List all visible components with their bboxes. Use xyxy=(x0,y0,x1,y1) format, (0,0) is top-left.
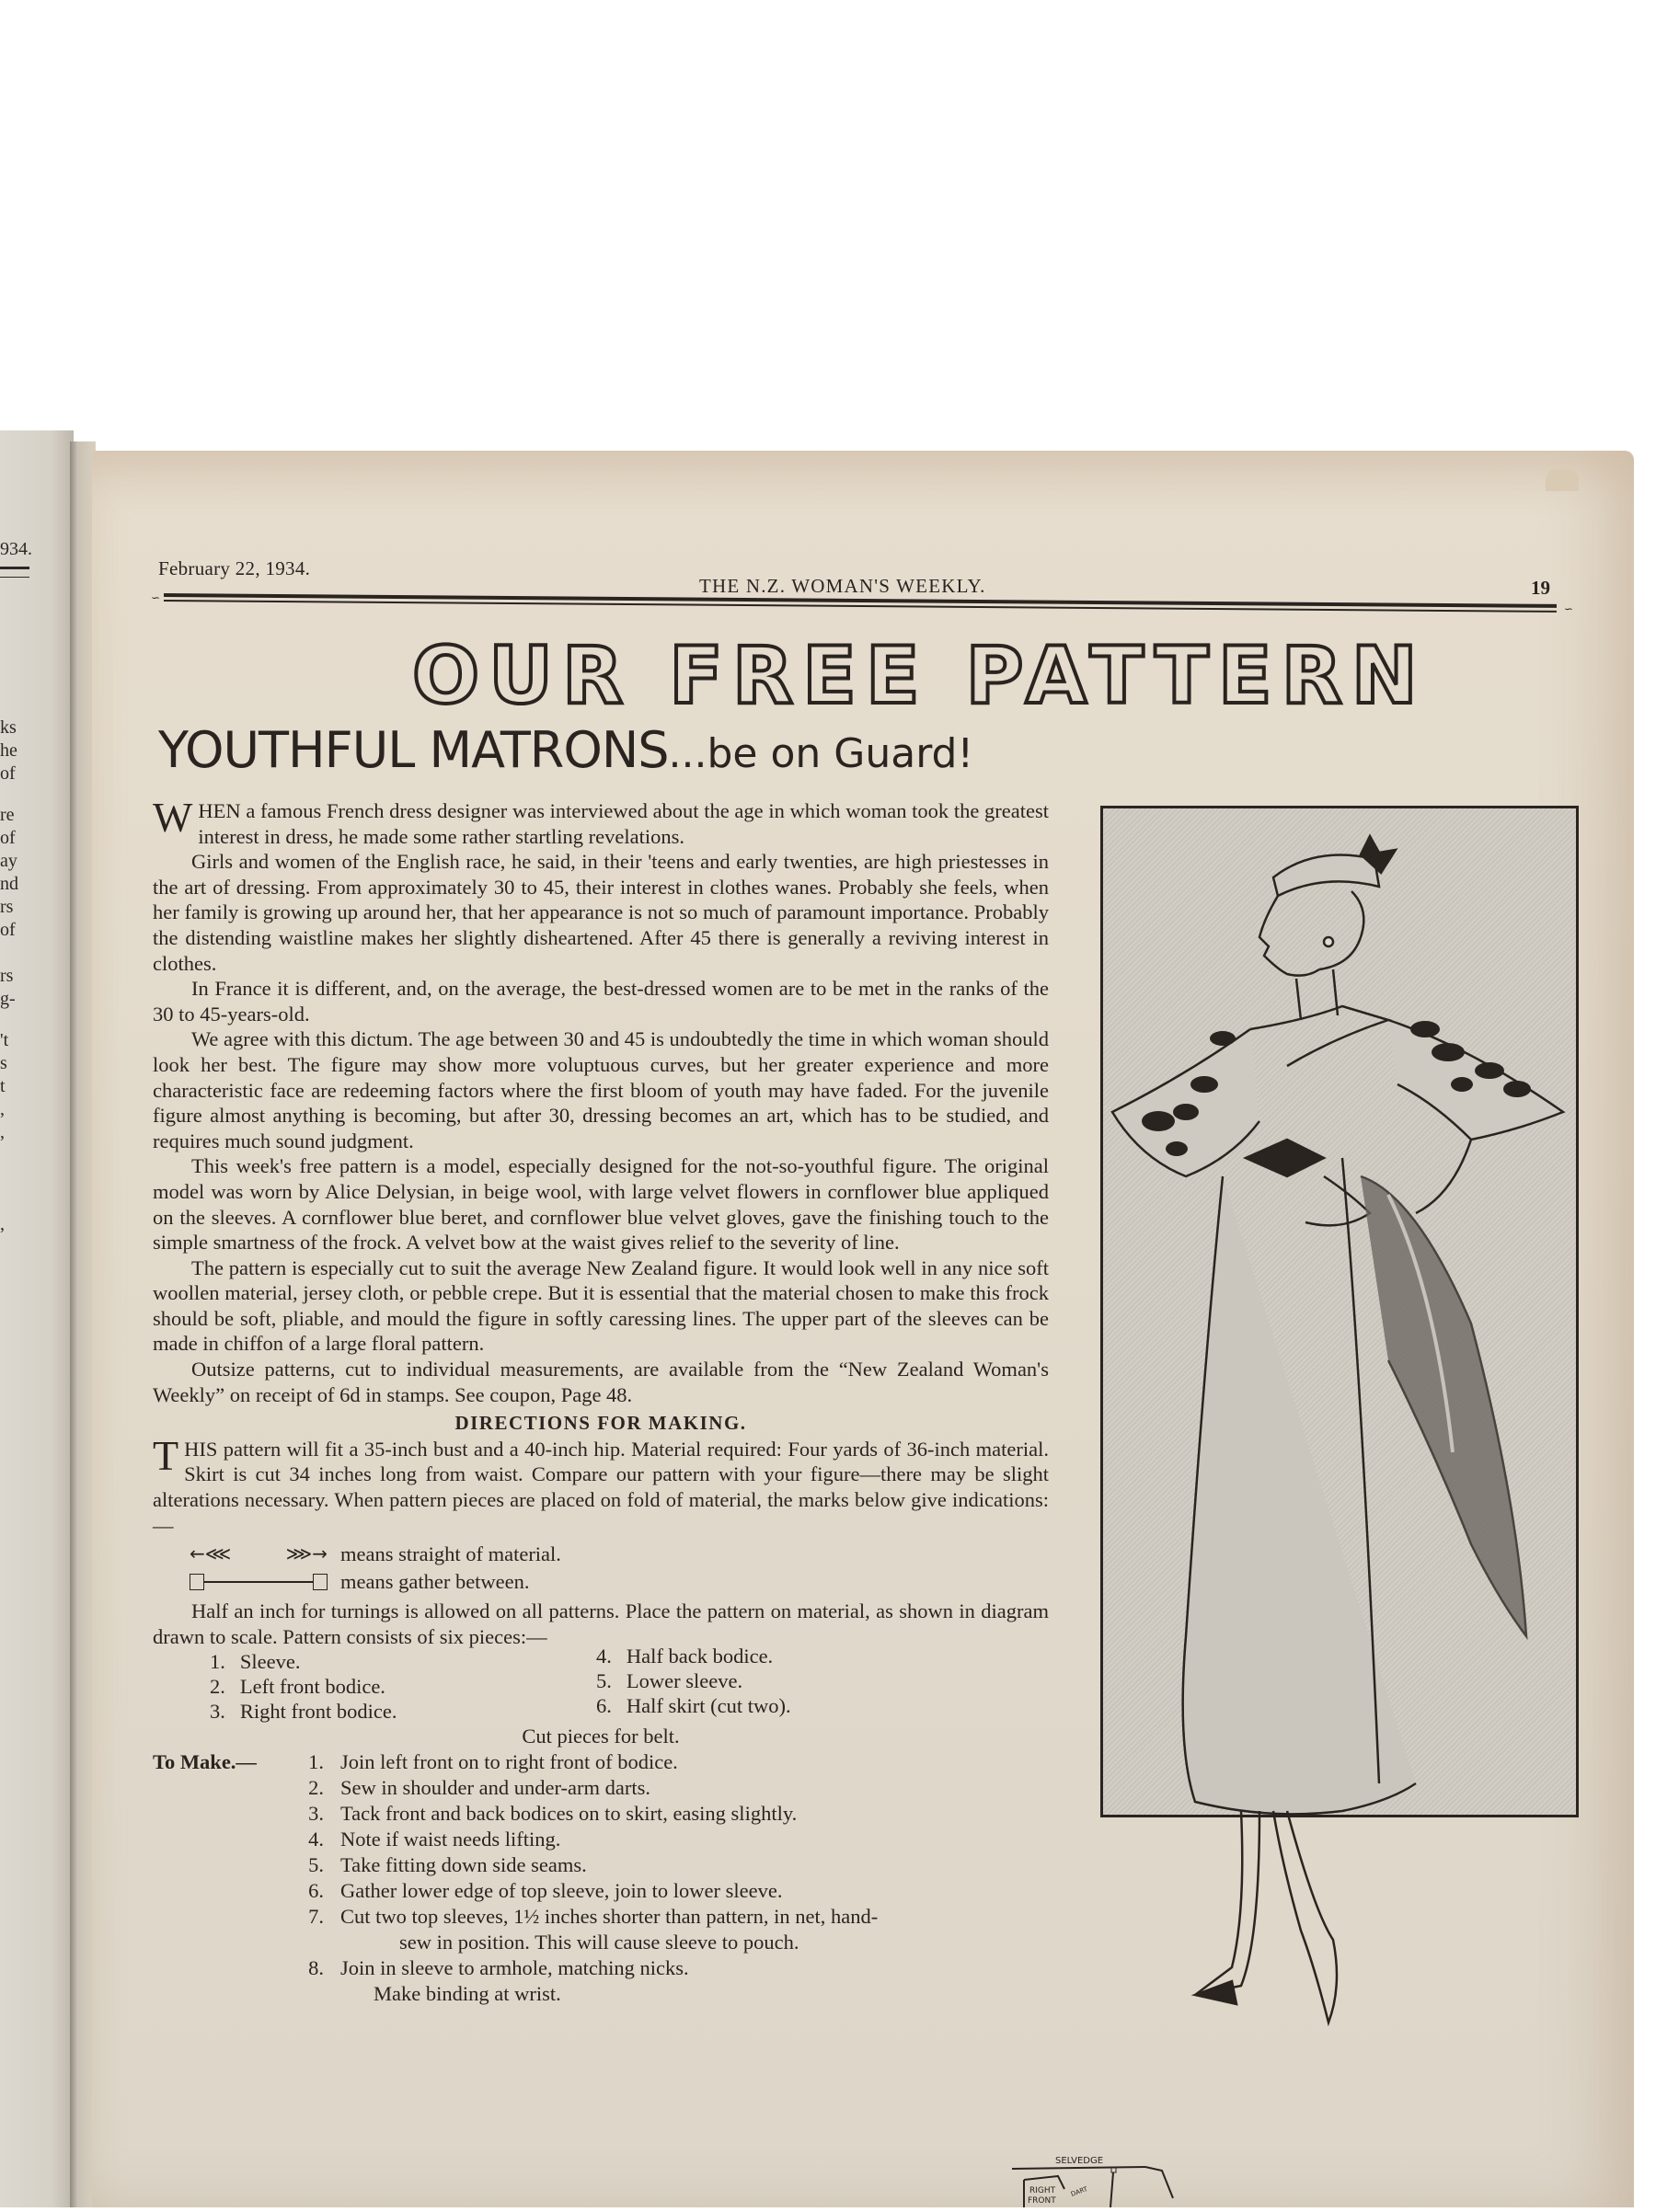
issue-date: February 22, 1934. xyxy=(158,557,311,579)
left-page-fragment: s xyxy=(0,1053,7,1073)
layout-diagram-icon xyxy=(1007,2152,1228,2207)
intro-text: a famous French dress designer was interviewed about the age in which woman took the greatest interest in dress, he made some rather startling revelations. xyxy=(198,799,1049,848)
directions-title: DIRECTIONS FOR MAKING. xyxy=(454,1412,747,1435)
step: 1. Join left front on to right front of bodice. xyxy=(308,1750,678,1773)
dropcap: W xyxy=(153,794,193,841)
left-page-fragment: rs xyxy=(0,966,14,986)
left-page-fragment: of xyxy=(0,828,16,848)
straight-grain-arrows-icon: ←⋘ ⋙→ xyxy=(190,1542,328,1565)
intro-caps: HEN xyxy=(198,799,241,822)
left-page-fragment: nd xyxy=(0,874,18,894)
selvedge-label: SELVEDGE xyxy=(1055,2156,1104,2166)
step: 4. Note if waist needs lifting. xyxy=(308,1828,561,1851)
dropcap: T xyxy=(153,1431,179,1479)
page-number: 19 xyxy=(1531,577,1550,599)
article-paragraph: In France it is different, and, on the average, the best-dressed women are to be met in the ranks of the 30 to 45-years-old. xyxy=(153,977,1049,1026)
mark-label: means straight of material. xyxy=(340,1542,561,1566)
diagram-piece-label: RIGHT xyxy=(1029,2186,1056,2195)
to-make-steps xyxy=(153,1749,1049,2007)
ornament-icon: ∽ xyxy=(1563,602,1574,616)
article-paragraph: Outsize patterns, cut to individual measurements, are available from the “New Zealand Woman's Weekly” on receipt of 6d in stamps. See coupon, Page 48. xyxy=(153,1358,1049,1406)
pattern-piece: 4. Half back bodice. xyxy=(596,1645,774,1668)
step-continuation: sew in position. This will cause sleeve to pouch. xyxy=(399,1931,799,1954)
article-paragraph: We agree with this dictum. The age between 30 and 45 is undoubtedly the time in which woman should look her best. The figure may show more voluptuous curves, but her greater experience and more characteristic face are redeeming factors where the first bloom of youth may have faded. For the juvenile figure almost anything is becoming, but after 30, dressing becomes an art, which has to be studied, and requires much sound judgment. xyxy=(153,1027,1049,1152)
step: 8. Join in sleeve to armhole, matching nicks. xyxy=(308,1956,689,1979)
directions-caps: HIS xyxy=(184,1437,218,1461)
pattern-piece: 6. Half skirt (cut two). xyxy=(596,1694,791,1718)
to-make-label: To Make.— xyxy=(153,1750,257,1773)
left-page-fragment: of xyxy=(0,763,16,784)
article-intro xyxy=(153,794,1049,849)
directions-text: Four yards of 36-inch material. Skirt is cut 34 inches long from waist. Compare our pattern with your figure—there may be slight alterations necessary. When pattern pieces are placed on fold of material, the marks below give indications:— xyxy=(153,1437,1049,1537)
woman-figure-icon xyxy=(1085,808,1618,2050)
left-page-fragment: g- xyxy=(0,989,16,1009)
step-continuation: Make binding at wrist. xyxy=(374,1982,561,2005)
left-page-fragment: rs xyxy=(0,897,14,917)
left-page-fragment: , xyxy=(0,1099,5,1119)
left-page-fragment: ks xyxy=(0,717,17,738)
directions-intro xyxy=(153,1431,1049,1538)
gather-between-icon xyxy=(190,1574,328,1590)
subheadline xyxy=(158,721,973,779)
pattern-piece: 5. Lower sleeve. xyxy=(596,1669,743,1693)
mark-gather xyxy=(190,1569,530,1595)
pattern-layout-diagram xyxy=(1007,2152,1228,2207)
subheadline-main: YOUTHFUL MATRONS xyxy=(158,721,669,779)
left-page-rule xyxy=(0,567,29,578)
mark-straight xyxy=(190,1542,561,1567)
publication-title: THE N.Z. WOMAN'S WEEKLY. xyxy=(699,575,986,597)
left-page-fragment: , xyxy=(0,1122,5,1142)
article-body xyxy=(153,794,1049,2007)
turnings-note: Half an inch for turnings is allowed on all patterns. Place the pattern on material, as shown in diagram drawn to scale. Pattern consists of six pieces:— xyxy=(153,1599,1049,1648)
fashion-illustration xyxy=(1100,806,1579,1817)
article-paragraph: Girls and women of the English race, he said, in their 'teens and early twenties, are high priestesses in the art of dressing. From approximately 30 to 45, their interest in clothes wanes. Probably she feels, when her family is growing up around her, that her appearance is not so much of paramount importance. Probably the distending waistline makes her slightly disheartened. After 45 there is generally a reviving interest in clothes. xyxy=(153,850,1049,975)
mark-label: means gather between. xyxy=(340,1570,530,1594)
left-page-fragment: 934. xyxy=(0,539,32,559)
subheadline-tail: ...be on Guard! xyxy=(668,730,974,777)
left-facing-page xyxy=(0,430,74,2207)
diagram-piece-label: FRONT xyxy=(1028,2196,1056,2206)
page-corner-tab xyxy=(1546,469,1579,491)
left-page-fragment: 't xyxy=(0,1030,9,1050)
left-page-fragment: , xyxy=(0,1214,5,1234)
headline: OUR FREE PATTERN xyxy=(412,630,1427,722)
step: 6. Gather lower edge of top sleeve, join to lower sleeve. xyxy=(308,1879,783,1902)
pattern-piece: 1. Sleeve. xyxy=(210,1650,301,1674)
left-page-fragment: of xyxy=(0,920,16,940)
left-page-fragment: he xyxy=(0,740,17,761)
article-paragraph: The pattern is especially cut to suit the average New Zealand figure. It would look well in any nice soft woollen material, jersey cloth, or pebble crepe. But it is essential that the material chosen to make this frock should be soft, pliable, and mould the figure in softly caressing lines. The upper part of the sleeves can be made in chiffon of a large floral pattern. xyxy=(153,1255,1049,1356)
pattern-piece: 2. Left front bodice. xyxy=(210,1675,385,1699)
pattern-marks-legend xyxy=(153,1538,1049,1599)
dart-label: DART xyxy=(1069,2184,1089,2198)
step: 3. Tack front and back bodices on to skirt, easing slightly. xyxy=(308,1802,798,1825)
pattern-pieces-list xyxy=(210,1645,1049,1724)
left-page-fragment: re xyxy=(0,805,15,825)
pattern-piece: 3. Right front bodice. xyxy=(210,1700,397,1724)
belt-note: Cut pieces for belt. xyxy=(522,1725,680,1748)
left-page-fragment: t xyxy=(0,1076,6,1096)
step: 5. Take fitting down side seams. xyxy=(308,1853,587,1876)
directions-text: pattern will fit a 35-inch bust and a 40-inch hip. Material required: xyxy=(217,1437,782,1461)
step: 7. Cut two top sleeves, 1½ inches shorter than pattern, in net, hand- xyxy=(308,1905,879,1928)
left-page-fragment: ay xyxy=(0,851,17,871)
article-paragraph: This week's free pattern is a model, especially designed for the not-so-youthful figure. The original model was worn by Alice Delysian, in beige wool, with large velvet flowers in cornflower blue appliqued on the sleeves. A cornflower blue beret, and cornflower blue velvet gloves, gave the finishing touch to the simple smartness of the frock. A velvet bow at the waist gives relief to the severity of line. xyxy=(153,1154,1049,1255)
step: 2. Sew in shoulder and under-arm darts. xyxy=(308,1776,650,1799)
ornament-icon: ∽ xyxy=(150,590,161,604)
